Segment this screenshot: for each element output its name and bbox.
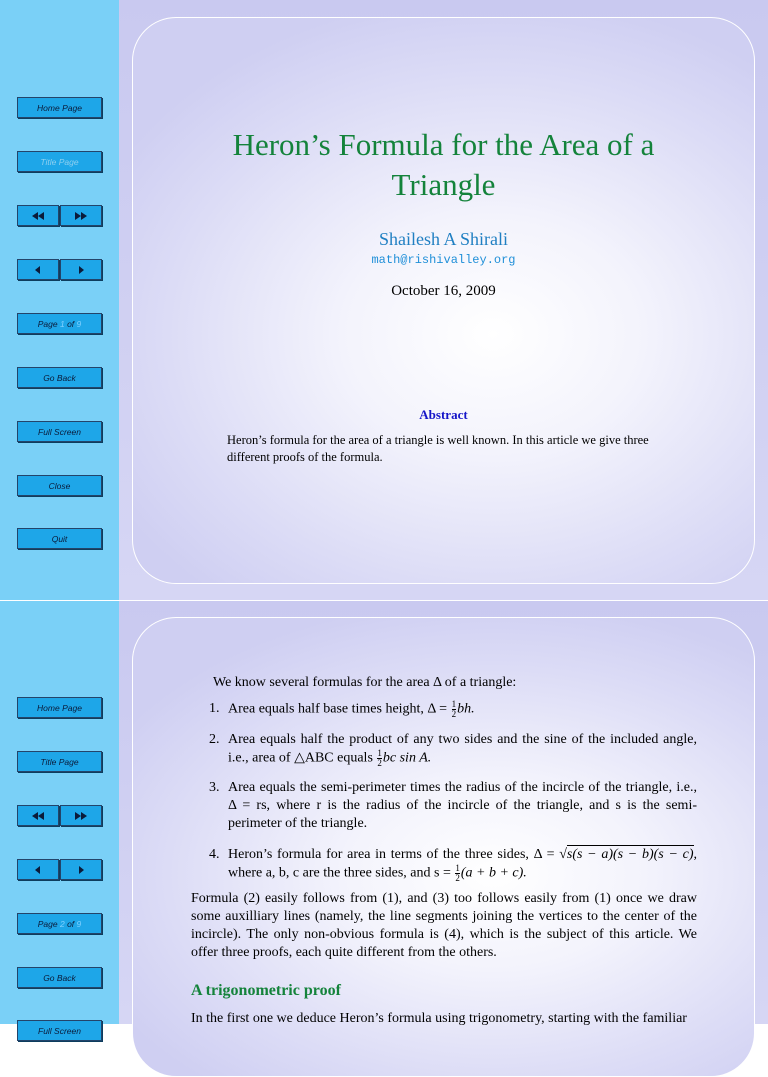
section-heading: A trigonometric proof	[191, 982, 341, 999]
title-page-button[interactable]: Title Page	[17, 751, 102, 772]
step-nav-group	[17, 859, 102, 880]
close-button[interactable]: Close	[17, 475, 102, 496]
home-page-button[interactable]: Home Page	[17, 697, 102, 718]
item-number: 2.	[209, 732, 220, 747]
page-indicator	[17, 913, 102, 934]
item-text: Area equals the semi-perimeter times the radius of the incircle of the triangle, i.e., Δ = rs, where r is the radius of the incircle of the triangle, and s is the semi-perimeter of the triangle.	[228, 780, 697, 831]
item-number: 4.	[209, 847, 220, 862]
step-nav-group	[17, 259, 102, 280]
next-page-button[interactable]	[60, 859, 102, 880]
document-title	[132, 125, 755, 205]
nav-sidebar	[0, 601, 119, 1036]
current-page-number: 1	[59, 318, 65, 329]
summary-paragraph: Formula (2) easily follows from (1), and (3) too follows easily from (1) once we draw some auxilliary lines (namely, the line segments joining the vertices to the center of the incircle). The only non-obvious formula is (4), which is the subject of this article. We offer three proofs, each quite different from the others.	[191, 891, 697, 960]
last-page-button[interactable]	[60, 205, 102, 226]
triangle-right-icon	[77, 266, 85, 274]
item-number: 3.	[209, 780, 220, 795]
slide-page-2: Home Page Title Page Page 2 of 9 Go Back Full Screen We know several formulas for the area Δ of a triangle: 1. Area equals half base times height, Δ = $\frac{1}{2}$ bh. 2. Area equals half the product of any two sides and the sine of the included angle, i.e., area of △ABC equals $\frac{1}{2}$ bc sin A. 3. Area equals the semi-perimeter times the radius of the incircle of the triangle, i.e., Δ = rs, where r is the radius of the incircle of the triangle, and s is the semi-perimeter of the triangle. 4. Heron’s formula for area in terms of the three sides, Δ = √s(s − a)(s − b)(s − c), where a, b, c are the three sides, and s = $\frac{1}{2}$ (a + b + c). Formula (2) easily follows from (1), and (3) too follows easily from (1) once we draw some auxilliary lines (namely, the line segments joining the vertices to the center of the incircle). The only non-obvious formula is (4), which is the subject of this article. We offer three proofs, each quite different from the others. A trigonometric proof In the first one we deduce Heron’s formula using trigonometry, starting with the familiar	[0, 601, 768, 1024]
next-page-button[interactable]	[60, 259, 102, 280]
section-text: In the first one we deduce Heron’s formula using trigonometry, starting with the familiar	[191, 1011, 687, 1026]
first-page-button[interactable]	[17, 805, 59, 826]
sqrt-expression: s(s − a)(s − b)(s − c)	[566, 847, 694, 862]
item-text: Heron’s formula for area in terms of the three sides, Δ =	[228, 847, 560, 862]
of-word: of	[67, 318, 75, 329]
full-screen-button[interactable]: Full Screen	[17, 1020, 102, 1041]
title-line-2: Triangle	[391, 167, 496, 202]
of-word: of	[67, 918, 75, 929]
rewind-icon	[31, 212, 45, 220]
author-email[interactable]: math@rishivalley.org	[371, 253, 516, 267]
quit-button[interactable]: Quit	[17, 528, 102, 549]
first-page-button[interactable]	[17, 205, 59, 226]
triangle-left-icon	[34, 266, 42, 274]
item-text-cont: , where a, b, c are the three sides, and s =	[228, 847, 697, 881]
last-page-button[interactable]	[60, 805, 102, 826]
nav-sidebar	[0, 0, 119, 600]
item-math: (a + b + c).	[460, 865, 527, 881]
prev-page-button[interactable]	[17, 259, 59, 280]
half-fraction: $\frac{1}{2}$	[455, 863, 460, 883]
abstract-heading: Abstract	[419, 407, 468, 422]
half-fraction: $\frac{1}{2}$	[377, 748, 382, 768]
title-line-1: Heron’s Formula for the Area of a	[232, 127, 655, 162]
intro-text: We know several formulas for the area Δ of a triangle:	[213, 675, 517, 690]
total-pages: 9	[76, 918, 82, 929]
title-page-button[interactable]: Title Page	[17, 151, 102, 172]
item-math: bc sin A.	[382, 750, 432, 766]
fast-forward-icon	[74, 212, 88, 220]
current-page-number: 2	[59, 918, 65, 929]
full-screen-button[interactable]: Full Screen	[17, 421, 102, 442]
go-back-button[interactable]: Go Back	[17, 367, 102, 388]
triangle-left-icon	[34, 866, 42, 874]
fast-nav-group	[17, 205, 102, 226]
page-indicator	[17, 313, 102, 334]
abstract-text: Heron’s formula for the area of a triangle is well known. In this article we give three different proofs of the formula.	[227, 433, 649, 464]
document-date: October 16, 2009	[391, 283, 496, 299]
fast-forward-icon	[74, 812, 88, 820]
item-number: 1.	[209, 701, 220, 716]
half-fraction: $\frac{1}{2}$	[451, 699, 457, 719]
content-card	[132, 17, 755, 584]
triangle-right-icon	[77, 866, 85, 874]
fast-nav-group	[17, 805, 102, 826]
author-name: Shailesh A Shirali	[378, 229, 508, 249]
total-pages: 9	[76, 318, 82, 329]
go-back-button[interactable]: Go Back	[17, 967, 102, 988]
item-text: Area equals half base times height, Δ =	[228, 701, 451, 717]
page-word: Page	[37, 918, 58, 929]
item-text: Area equals half the product of any two sides and the sine of the included angle, i.e., area of △ABC equals	[228, 732, 697, 766]
rewind-icon	[31, 812, 45, 820]
item-math: bh.	[457, 701, 475, 717]
prev-page-button[interactable]	[17, 859, 59, 880]
page-word: Page	[37, 318, 58, 329]
home-page-button[interactable]: Home Page	[17, 97, 102, 118]
